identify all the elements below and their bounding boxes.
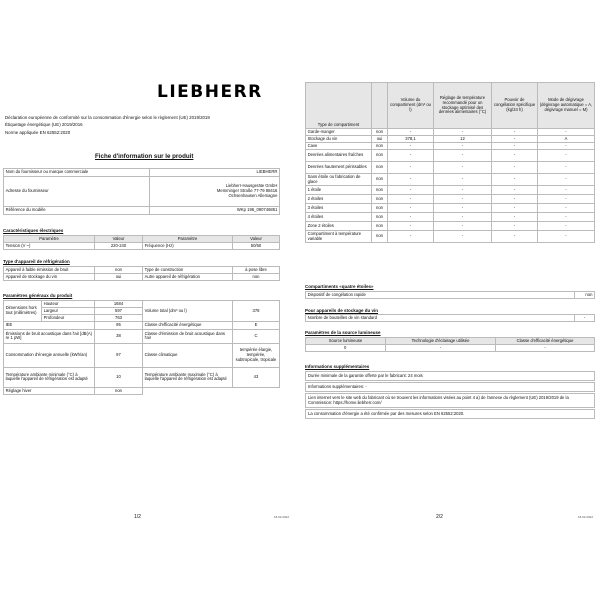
declaration-line: Déclaration européenne de conformité sur la consommation d'énergie selon le règlement (UE) 2019/2019	[5, 115, 210, 120]
supplier-value: Liebherr-Hausgeräte GmbH Memminger Straße 77-79 88416 Ochsenhausen Allemagne	[150, 177, 280, 207]
table-cell: non	[372, 162, 388, 174]
table-cell: 95	[95, 321, 143, 329]
table-cell: -	[538, 150, 595, 162]
table-cell: Classe d'efficacité énergétique	[143, 321, 233, 329]
table-cell: Denrées alimentaires fraîches	[306, 150, 372, 162]
table-cell: 1 étoile	[306, 186, 372, 195]
table-cell: C	[233, 329, 280, 343]
table-cell: -	[538, 204, 595, 213]
table-cell: -	[492, 150, 538, 162]
table-cell: Tension (V ~)	[4, 242, 95, 249]
table-cell: -	[388, 213, 434, 222]
dimension-value: 763	[95, 314, 143, 321]
supplier-table	[3, 168, 280, 215]
table-cell: Dispositif de congélation rapide	[306, 292, 575, 299]
column-header: Mode de dégivrage (dégivrage automatique = A, dégivrage manuel = M)	[538, 83, 595, 129]
supplier-value: WKp 196_090746851	[150, 207, 280, 215]
table-row	[4, 367, 280, 387]
table-cell: Sans étoile ou fabrication de glace	[306, 174, 372, 186]
page-2	[300, 0, 600, 600]
table-cell: Cave	[306, 143, 372, 150]
table-cell: -	[538, 162, 595, 174]
dimension-label: Largeur	[42, 307, 95, 314]
table-cell: A	[538, 136, 595, 143]
table-cell: Consommation d'énergie annuelle (kWh/an)	[4, 343, 95, 367]
appliance-type-table	[3, 266, 280, 281]
table-cell: non	[233, 273, 280, 280]
table-cell: -	[538, 222, 595, 231]
table-cell: -	[538, 195, 595, 204]
table-cell: -	[434, 174, 492, 186]
table-cell: -	[492, 143, 538, 150]
section-heading: Informations supplémentaires	[305, 364, 370, 369]
table-header-row	[306, 83, 595, 129]
table-cell: -	[388, 150, 434, 162]
table-cell: non	[372, 222, 388, 231]
column-header: Valeur	[95, 236, 143, 243]
table-cell: non	[372, 195, 388, 204]
declaration-line: Étiquetage énergétique (UE) 2019/2016	[5, 122, 83, 128]
table-cell: non	[372, 143, 388, 150]
supplier-label: Référence du modèle	[4, 207, 150, 215]
section-heading: Pour appareils de stockage du vin	[305, 308, 379, 313]
table-cell: Nombre de bouteilles de vin standard	[306, 315, 575, 322]
table-cell: -	[388, 162, 434, 174]
electrical-table	[3, 235, 280, 250]
table-row	[306, 186, 595, 195]
table-row	[4, 387, 280, 394]
table-row	[306, 143, 595, 150]
table-cell: non	[372, 174, 388, 186]
table-row	[306, 162, 595, 174]
table-cell: 220-240	[95, 242, 143, 249]
table-cell: -	[386, 344, 496, 351]
table-row	[4, 343, 280, 367]
table-cell: 4 étoiles	[306, 213, 372, 222]
table-cell: oui	[95, 273, 143, 280]
table-cell: -	[492, 195, 538, 204]
section-heading: Type d'appareil de réfrigération	[3, 259, 70, 264]
table-cell: -	[492, 213, 538, 222]
compartments-table	[305, 82, 595, 243]
section-heading: Paramètres de la source lumineuse	[305, 330, 381, 335]
table-cell: non	[372, 231, 388, 243]
table-cell: -	[434, 213, 492, 222]
table-row	[306, 292, 595, 299]
section-heading: Compartiments «quatre étoiles»	[305, 284, 374, 289]
column-header	[372, 83, 388, 129]
table-cell: -	[538, 143, 595, 150]
table-cell: -	[434, 204, 492, 213]
table-cell: -	[496, 344, 595, 351]
table-cell: tempérée élargie, tempérée, subtropicale, tropicale	[233, 343, 280, 367]
liebherr-logo: LIEBHERR	[157, 82, 263, 102]
info-link-line: Lien internet vers le site web du fabricant où se trouvent les informations visées au point 4 a) de l'annexe du règlement (UE) 2019/2019 de la Commission: https://home.liebherr.com/	[305, 393, 595, 408]
table-cell: -	[492, 231, 538, 243]
table-cell: -	[434, 186, 492, 195]
table-cell: non	[372, 129, 388, 136]
table-cell: E	[233, 321, 280, 329]
table-row	[4, 169, 280, 177]
table-cell: -	[492, 136, 538, 143]
table-cell: non	[95, 387, 143, 394]
table-cell: IEE	[4, 321, 95, 329]
table-cell: 0	[306, 344, 386, 351]
table-cell: -	[575, 315, 595, 322]
table-cell: -	[538, 174, 595, 186]
table-row	[4, 177, 280, 207]
table-cell: -	[434, 143, 492, 150]
table-cell: -	[388, 143, 434, 150]
compartments-body	[306, 129, 595, 243]
supplier-value: LIEBHERR	[150, 169, 280, 177]
table-row	[306, 129, 595, 136]
table-row	[306, 222, 595, 231]
table-row	[306, 315, 595, 322]
table-cell: -	[538, 231, 595, 243]
table-cell: Température ambiante minimale (°C) à laquelle l'appareil de réfrigération est adapté	[4, 367, 95, 387]
table-cell: Zone 2 étoiles	[306, 222, 372, 231]
table-cell: 50/60	[233, 242, 280, 249]
general-parameters-table	[3, 300, 280, 395]
table-cell: Autre appareil de réfrigération	[143, 273, 233, 280]
column-header: Technologie d'éclairage utilisée	[386, 338, 496, 345]
dimension-label: Profondeur	[42, 314, 95, 321]
table-cell: -	[388, 231, 434, 243]
dimension-label: Hauteur	[42, 301, 95, 308]
table-cell: Compartiment à température variable	[306, 231, 372, 243]
column-header: Paramètre	[4, 236, 95, 243]
table-cell: non	[372, 213, 388, 222]
table-cell: 10	[95, 367, 143, 387]
info-line: La consommation d'énergie a été confirmée par des mesures selon EN 62552:2020.	[305, 409, 595, 419]
table-cell: 12	[434, 136, 492, 143]
table-cell: Stockage du vin	[306, 136, 372, 143]
declaration-line: Norme appliquée EN 62552:2020	[5, 129, 71, 135]
dimension-value: 1684	[95, 301, 143, 308]
print-date: 18.02.2022	[274, 515, 290, 519]
table-row	[306, 344, 595, 351]
table-cell: -	[492, 129, 538, 136]
table-cell: 2 étoiles	[306, 195, 372, 204]
table-cell: Appareil de stockage du vin	[4, 273, 95, 280]
table-cell: Fréquence (Hz)	[143, 242, 233, 249]
table-cell: non	[95, 267, 143, 274]
supplier-label: Nom du fournisseur ou marque commerciale	[4, 169, 150, 177]
table-cell: -	[388, 186, 434, 195]
table-cell: Température ambiante maximale (°C) à laquelle l'appareil de réfrigération est adapté	[143, 367, 233, 387]
light-source-table	[305, 337, 595, 352]
table-cell: -	[434, 231, 492, 243]
table-row	[4, 301, 280, 308]
table-cell: -	[492, 204, 538, 213]
table-cell: Garde-manger	[306, 129, 372, 136]
column-header: Classe d'efficacité énergétique	[496, 338, 595, 345]
table-cell: Denrées hautement périssables	[306, 162, 372, 174]
table-header-row	[4, 236, 280, 243]
table-cell: non	[372, 150, 388, 162]
table-cell: -	[388, 129, 434, 136]
column-header: Paramètre	[143, 236, 233, 243]
table-cell: Type de construction	[143, 267, 233, 274]
table-cell: Émissions de bruit acoustique dans l'air [dB(A) re 1 pW]	[4, 329, 95, 343]
declaration-block	[5, 114, 290, 136]
table-cell: 378,1	[388, 136, 434, 143]
table-cell: -	[538, 129, 595, 136]
page-number: 1/2	[134, 514, 141, 520]
column-header: Réglage de température recommandé pour un stockage optimisé des denrées alimentaires (°C)	[434, 83, 492, 129]
page-title: Fiche d'information sur le produit	[95, 153, 194, 160]
table-cell: -	[388, 195, 434, 204]
table-cell: -	[388, 204, 434, 213]
table-cell: 38	[95, 329, 143, 343]
column-header: Pouvoir de congélation spécifique (kg/24 h)	[492, 83, 538, 129]
table-cell: -	[434, 195, 492, 204]
table-row	[4, 267, 280, 274]
table-cell: -	[492, 222, 538, 231]
table-row	[4, 273, 280, 280]
table-cell: -	[538, 213, 595, 222]
table-cell: -	[538, 186, 595, 195]
table-row	[306, 195, 595, 204]
table-cell: 43	[233, 367, 280, 387]
section-heading: Caractéristiques électriques	[3, 228, 64, 233]
wine-table	[305, 314, 595, 322]
page-number: 2/2	[436, 514, 443, 520]
table-cell: à pose libre	[233, 267, 280, 274]
volume-value: 378	[233, 301, 280, 322]
table-row	[4, 242, 280, 249]
table-cell: oui	[372, 136, 388, 143]
table-cell: 97	[95, 343, 143, 367]
table-cell: non	[372, 186, 388, 195]
table-row	[306, 174, 595, 186]
dimensions-label: Dimensions hors tout (millimètres)	[4, 301, 42, 322]
print-date: 18.02.2022	[578, 515, 594, 519]
table-cell: Classe climatique	[143, 343, 233, 367]
table-row	[306, 231, 595, 243]
table-row	[4, 321, 280, 329]
table-row	[306, 213, 595, 222]
table-cell: -	[434, 129, 492, 136]
table-cell: Classe d'émission de bruit acoustique dans l'air	[143, 329, 233, 343]
table-row	[306, 136, 595, 143]
table-header-row	[306, 338, 595, 345]
table-cell: 3 étoiles	[306, 204, 372, 213]
table-row	[4, 207, 280, 215]
table-row	[4, 329, 280, 343]
column-header: Source lumineuse	[306, 338, 386, 345]
column-header: Volume du compartiment (dm³ ou l)	[388, 83, 434, 129]
table-cell: -	[434, 162, 492, 174]
table-cell: Réglage hiver	[4, 387, 95, 394]
column-header: Valeur	[233, 236, 280, 243]
info-line: Informations supplémentaires: -	[305, 382, 595, 392]
table-cell: -	[434, 222, 492, 231]
info-line: Durée minimale de la garantie offerte par le fabricant: 24 mois	[305, 371, 595, 381]
table-cell: -	[434, 150, 492, 162]
table-cell: -	[388, 222, 434, 231]
supplier-label: Adresse du fournisseur	[4, 177, 150, 207]
table-cell: -	[492, 186, 538, 195]
table-cell: -	[388, 174, 434, 186]
volume-label: Volume total (dm³ ou l)	[143, 301, 233, 322]
table-row	[306, 150, 595, 162]
section-heading: Paramètres généraux du produit	[3, 293, 73, 298]
table-cell: Appareil à faible émission de bruit	[4, 267, 95, 274]
table-row	[306, 204, 595, 213]
column-header: Type de compartiment	[306, 83, 372, 129]
table-cell: non	[372, 204, 388, 213]
table-cell: -	[492, 162, 538, 174]
table-cell: -	[492, 174, 538, 186]
four-star-table	[305, 291, 595, 299]
table-cell: non	[575, 292, 595, 299]
dimension-value: 597	[95, 307, 143, 314]
